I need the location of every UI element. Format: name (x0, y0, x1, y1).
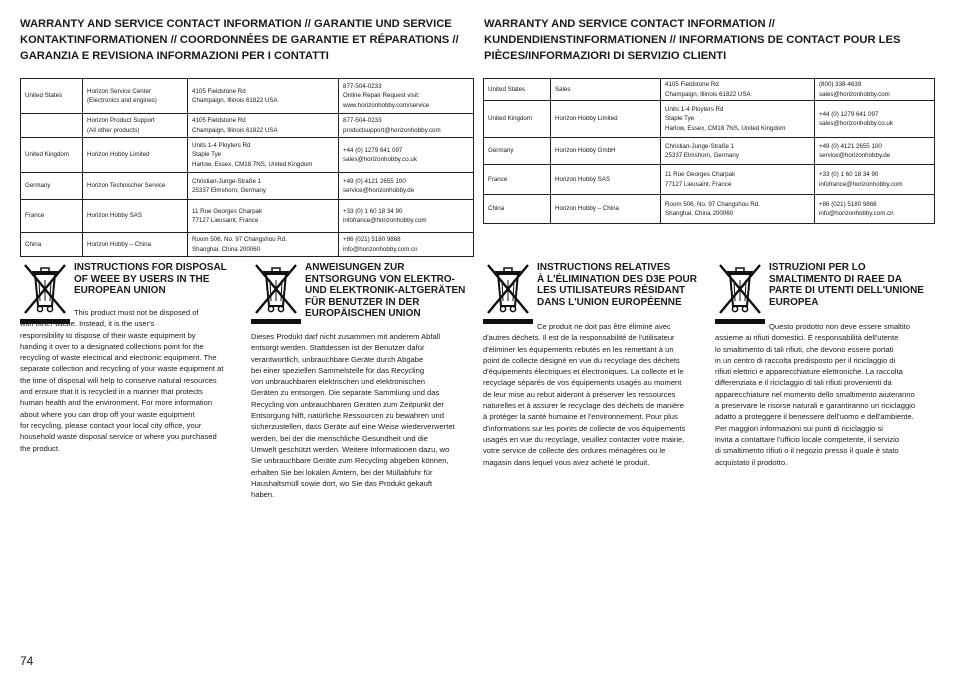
warranty-contact-table (20, 78, 474, 257)
table-row (21, 79, 474, 114)
cell-line: Christian-Junge-Straße 1 (665, 142, 735, 150)
text-line: Entsorgung hilft, natürliche Ressourcen zu bewahren und (251, 411, 444, 421)
crossed-bin-icon (251, 262, 301, 316)
text-line: d'équipements électriques et électroniques. La collecte et le (483, 367, 684, 377)
weee-title (537, 262, 709, 308)
cell-entity (83, 138, 188, 173)
cell-contact (339, 173, 474, 200)
cell-country (21, 173, 83, 200)
cell-entity (551, 138, 661, 165)
text-line: point de collecte désigné en vue du recyclage des déchets (483, 355, 680, 365)
cell-line: United States (488, 85, 526, 93)
cell-line: Champaign, Illinois 61822 USA (665, 90, 751, 98)
text-line: à protéger la santé humaine et l'environnement. Pour plus (483, 412, 678, 422)
cell-line: 4105 Fieldstone Rd (192, 117, 246, 124)
cell-contact (815, 195, 935, 224)
cell-line: China (488, 205, 505, 213)
text-line: with other waste. Instead, it is the user's (20, 319, 155, 329)
text-line: di smaltimento rifiuti o il negozio presso il quale è stato (715, 446, 899, 456)
service-contact-table (483, 78, 935, 224)
weee-title (305, 262, 481, 320)
text-line: Ce produit ne doit pas être éliminé avec (537, 322, 671, 331)
cell-line: +33 (0) 1 60 18 34 90 (819, 171, 879, 178)
cell-line: Units 1-4 Ployters Rd (665, 105, 724, 113)
text-line: Sie unbrauchbare Geräte zum Recycling abgeben können, (251, 456, 449, 466)
cell-line: United Kingdom (488, 115, 533, 123)
text-line: usagés en vue du recyclage, veuillez contacter votre mairie, (483, 434, 685, 444)
text-line: differenziata e il riciclaggio di tali rifiuti provenienti da (715, 378, 892, 388)
cell-line: info@horizonhobby.com.cn (819, 210, 894, 217)
text-line: invita a contattare l'ufficio locale competente, il servizio (715, 434, 900, 444)
cell-line: 77127 Lieusaint, France (665, 180, 732, 188)
cell-line: Horizon Hobby GmbH (555, 147, 616, 155)
cell-country (21, 233, 83, 257)
cell-line: Horizon Hobby SAS (87, 212, 143, 220)
text-line: Per maggiori informazioni sui punti di riciclaggio si (715, 423, 883, 433)
cell-line: France (25, 212, 45, 220)
cell-line: (Electronics and engines) (87, 97, 157, 104)
cell-entity (83, 114, 188, 138)
cell-line: +49 (0) 4121 2655 100 (819, 142, 882, 150)
table-row (484, 138, 935, 165)
cell-contact (815, 101, 935, 138)
section-heading-left: WARRANTY AND SERVICE CONTACT INFORMATION // GARANTIE UND SERVICE KONTAKTINFORMATIONEN // COORDONNÉES DE GARANTIE ET RÉPARATIONS // GARANZIA E REVISIONA INFORMAZIONI PER I CONTATTI (20, 18, 459, 62)
cell-entity (551, 165, 661, 195)
cell-line: China (25, 240, 42, 248)
text-line: UND ELEKTRONIK-ALTGERÄTEN (305, 285, 466, 296)
text-line: This product must not be disposed of (74, 308, 199, 317)
cell-address (188, 114, 339, 138)
cell-line: 4105 Fieldstone Rd (665, 81, 719, 88)
text-line: EUROPEA (769, 296, 819, 308)
cell-address (661, 195, 815, 224)
text-line: adatto a proteggere il benessere dell'uomo e dell'ambiente. (715, 412, 914, 422)
text-line: human health and the environment. For more information (20, 398, 213, 408)
cell-line: Horizon Hobby Limited (555, 115, 618, 123)
cell-line: +86 (021) 5180 9868 (819, 200, 877, 208)
text-line: votre service de collecte des ordures ménagères ou le (483, 446, 666, 456)
cell-line: Horizon Hobby Limited (87, 151, 150, 159)
cell-entity (83, 200, 188, 233)
text-line: DANS L'UNION EUROPÉENNE (537, 296, 682, 308)
text-line: ISTRUZIONI PER LO (769, 262, 866, 273)
cell-contact (339, 200, 474, 233)
cell-entity (83, 79, 188, 114)
text-line: ENTSORGUNG VON ELEKTRO- (305, 273, 456, 285)
section-heading-right: WARRANTY AND SERVICE CONTACT INFORMATION // KUNDENDIENSTINFORMATIONEN // INFORMATIONS DE CONTACT POUR LES PIÈCES/INFORMAZIORI DI SERVIZIO CLIENTI (484, 18, 901, 62)
text-line: werden, bei der die menschliche Gesundheit und die (251, 433, 428, 443)
text-line: naturelles et à assurer le recyclage des déchets de manière (483, 401, 684, 411)
cell-line: Christian-Junge-Straße 1 (192, 177, 262, 185)
cell-contact (815, 138, 935, 165)
cell-line: Shanghai, China 200060 (192, 245, 261, 253)
text-line: the product. (20, 443, 61, 453)
text-line: responsibility to dispose of their waste equipment by (20, 330, 196, 340)
table-row (21, 233, 474, 257)
cell-line: 11 Rue Georges Charpak (192, 207, 263, 215)
text-line: bei einer speziellen Sammelstelle für das Recycling (251, 365, 425, 375)
cell-line: (All other products) (87, 126, 140, 134)
text-line: verantwortlich, unbrauchbare Geräte durch Abgabe (251, 354, 424, 364)
text-line: handing it over to a designated collections point for the (20, 341, 204, 351)
text-line: rifiuti elettrici e apparecchiature elettroniche. La raccolta (715, 367, 903, 377)
cell-line: Germany (488, 147, 514, 155)
text-line: apparecchiature nel momento dello smaltimento aiuteranno (715, 389, 915, 399)
cell-address (661, 79, 815, 101)
cell-country (484, 195, 551, 224)
cell-line: +44 (0) 1279 641 097 (343, 146, 403, 154)
cell-contact (815, 165, 935, 195)
cell-line: 877-504-0233 (343, 117, 382, 124)
crossed-bin-icon (483, 262, 533, 316)
text-line: PARTE DI UTENTI DELL'UNIONE (769, 285, 924, 296)
cell-line: United States (25, 92, 63, 100)
text-line: Haushaltsmüll sowie dort, wo Sie das Produkt gekauft (251, 478, 433, 488)
text-line: SMALTIMENTO DI RAEE DA (769, 273, 902, 285)
cell-line: +49 (0) 4121 2655 100 (343, 177, 406, 185)
cell-line: Horizon Hobby – China (555, 205, 619, 213)
text-line: erhalten Sie bei lokalen Ämtern, bei der Müllabfuhr für (251, 467, 433, 477)
cell-line: United Kingdom (25, 151, 70, 159)
text-line: lo smaltimento di tali rifiuti, che devono essere portati (715, 344, 894, 354)
cell-line: Harlow, Essex, CM18 7NS, United Kingdom (192, 160, 313, 168)
text-line: von unbrauchbaren elektrischen und elektronischen (251, 377, 425, 387)
cell-line: Champaign, Illinois 61822 USA (192, 97, 278, 104)
cell-line: 877-504-0233 (343, 82, 382, 90)
text-line: Questo prodotto non deve essere smaltito (769, 322, 910, 331)
cell-line: Sales (555, 85, 571, 93)
cell-entity (551, 101, 661, 138)
cell-address (188, 79, 339, 114)
cell-entity (83, 173, 188, 200)
text-line: INSTRUCTIONS RELATIVES (537, 262, 671, 273)
cell-line: service@horizonhobby.de (343, 187, 415, 194)
crossed-bin-icon (715, 262, 765, 316)
table-row (484, 101, 935, 138)
text-line: d'informations sur les points de collecte de vos équipements (483, 423, 686, 433)
cell-line: Germany (25, 182, 51, 190)
table-row (21, 114, 474, 138)
cell-address (188, 200, 339, 233)
text-line: and ensure that it is recycled in a manner that protects (20, 387, 203, 397)
cell-contact (339, 233, 474, 257)
text-line: haben. (251, 490, 275, 500)
table-row (21, 138, 474, 173)
text-line: recyclage séparés de vos équipements usagés au moment (483, 378, 682, 388)
cell-line: 25337 Elmshorn, Germany (665, 152, 739, 159)
text-line: ANWEISUNGEN ZUR (305, 262, 405, 273)
text-line: entsorgt werden. Stattdessen ist der Benutzer dafür (251, 343, 425, 353)
cell-line: sales@horizonhobby.com (819, 90, 890, 98)
weee-title (769, 262, 941, 308)
weee-body (251, 331, 481, 500)
cell-line: Staple Tye (665, 115, 695, 123)
cell-country (484, 138, 551, 165)
cell-line: Horizon Hobby – China (87, 240, 151, 248)
cell-country (484, 101, 551, 138)
cell-address (188, 138, 339, 173)
text-line: assieme ai rifiuti domestici. È responsabilità dell'utente (715, 333, 899, 343)
cell-line: Champaign, Illinois 61822 USA (192, 126, 278, 134)
cell-line: Horizon Product Support (87, 117, 155, 124)
text-line: recycling of waste electrical and electronic equipment. The (20, 353, 217, 363)
cell-country (484, 165, 551, 195)
text-line: Geräten zu entsorgen. Die separate Sammlung und das (251, 388, 440, 398)
cell-line: 77127 Lieusaint, France (192, 217, 259, 224)
cell-country (21, 79, 83, 114)
cell-line: Shanghai, China 200060 (665, 210, 734, 217)
cell-line: Staple Tye (192, 151, 222, 159)
text-line: the time of disposal will help to conserve natural resources (20, 375, 217, 385)
table-row (21, 200, 474, 233)
text-line: magasin dans lequel vous avez acheté le produit. (483, 457, 650, 467)
text-line: about where you can drop off your waste equipment (20, 409, 195, 419)
text-line: acquistato il prodotto. (715, 457, 788, 467)
cell-contact (339, 138, 474, 173)
table-row (484, 195, 935, 224)
table-row (484, 79, 935, 101)
text-line: in un centro di raccolta predisposto per il riciclaggio di (715, 355, 896, 365)
cell-address (661, 138, 815, 165)
cell-line: Units 1-4 Ployters Rd (192, 141, 251, 149)
cell-line: (800) 338-4639 (819, 81, 862, 88)
page-number: 74 (20, 654, 34, 668)
cell-line: +44 (0) 1279 641 097 (819, 110, 879, 118)
cell-entity (551, 195, 661, 224)
text-line: de leur mise au rebut aideront à préserver les ressources (483, 389, 676, 399)
table-row (484, 165, 935, 195)
cell-address (188, 173, 339, 200)
cell-contact (339, 114, 474, 138)
cell-country (21, 114, 83, 138)
text-line: d'éliminer les équipements rebutés en les remettant à un (483, 344, 674, 354)
cell-country (21, 200, 83, 233)
cell-line: Horizon Service Center (87, 87, 151, 95)
cell-line: Horizon Technischer Service (87, 182, 166, 190)
text-line: separate collection and recycling of your waste equipment at (20, 364, 224, 374)
weee-body (20, 307, 244, 454)
cell-country (21, 138, 83, 173)
cell-line: productsupport@horizonhobby.com (343, 126, 441, 134)
cell-country (484, 79, 551, 101)
cell-line: France (488, 175, 508, 183)
cell-line: Room 506, No. 97 Changshou Rd. (665, 200, 760, 208)
cell-contact (339, 79, 474, 114)
cell-address (661, 165, 815, 195)
cell-line: Room 506, No. 97 Changshou Rd. (192, 236, 287, 243)
text-line: LES UTILISATEURS RÉSIDANT (537, 285, 686, 296)
text-line: FÜR BENUTZER IN DER (305, 296, 420, 308)
cell-line: sales@horizonhobby.co.uk (819, 120, 893, 127)
text-line: EUROPEAN UNION (74, 285, 166, 296)
text-line: a preservare le risorse naturali e garantiranno un riciclaggio (715, 401, 916, 411)
text-line: Umwelt geschützt werden. Weitere Informationen dazu, wo (251, 444, 450, 454)
cell-entity (83, 233, 188, 257)
cell-line: www.horizonhobby.com/service (343, 101, 430, 109)
cell-line: info@horizonhobby.com.cn (343, 245, 418, 253)
cell-address (661, 101, 815, 138)
weee-body (715, 321, 941, 468)
cell-line: infofrance@horizonhobby.com (343, 217, 427, 224)
cell-line: +33 (0) 1 60 18 34 90 (343, 207, 403, 215)
weee-body (483, 321, 709, 468)
cell-line: service@horizonhobby.de (819, 152, 891, 159)
text-line: sicherzustellen, dass Geräte auf eine Weise wiederverwertet (251, 422, 455, 432)
text-line: Recycling von unbrauchbaren Geräten zum Zeitpunkt der (251, 399, 444, 409)
text-line: Dieses Produkt darf nicht zusammen mit anderem Abfall (251, 332, 441, 341)
table-row (21, 173, 474, 200)
text-line: EUROPÄISCHEN UNION (305, 308, 421, 319)
text-line: OF WEEE BY USERS IN THE (74, 273, 210, 285)
cell-entity (551, 79, 661, 101)
cell-line: infofrance@horizonhobby.com (819, 180, 903, 188)
text-line: for recycling, please contact your local city office, your (20, 420, 202, 430)
cell-contact (815, 79, 935, 101)
cell-address (188, 233, 339, 257)
cell-line: Harlow, Essex, CM18 7NS, United Kingdom (665, 124, 786, 132)
cell-line: 11 Rue Georges Charpak (665, 171, 736, 178)
cell-line: Horizon Hobby SAS (555, 175, 611, 183)
weee-title (74, 262, 244, 297)
cell-line: Online Repair Request visit: (343, 92, 420, 100)
bin-underline-bar (251, 319, 301, 324)
text-line: À L'ÉLIMINATION DES D3E POUR (537, 273, 697, 285)
text-line: household waste disposal service or where you purchased (20, 432, 217, 442)
cell-line: 4105 Fieldstone Rd (192, 87, 246, 95)
text-line: INSTRUCTIONS FOR DISPOSAL (74, 262, 227, 273)
cell-line: 25337 Elmshorn, Germany (192, 187, 266, 194)
cell-line: +86 (021) 5180 9868 (343, 236, 401, 243)
text-line: d'autres déchets. Il est de la responsabilité de l'utilisateur (483, 333, 675, 343)
cell-line: sales@horizonhobby.co.uk (343, 156, 417, 163)
